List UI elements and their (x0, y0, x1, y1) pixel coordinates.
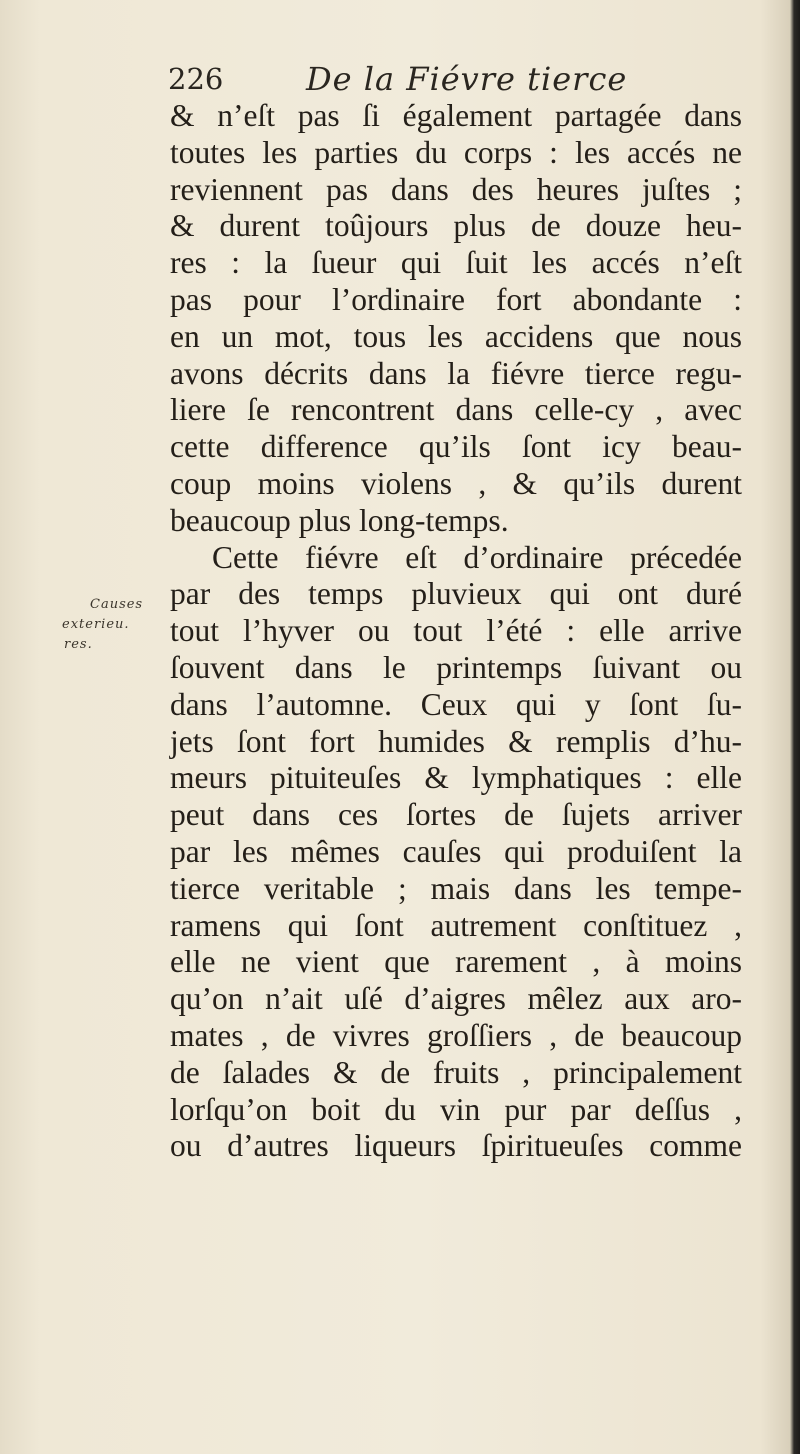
text-line: Cette fiévre eſt d’ordinaire précedée (212, 539, 742, 575)
text-line: tierce veritable ; mais dans les tempe- (170, 870, 742, 906)
text-line: jets ſont fort humides & remplis d’hu- (170, 723, 742, 759)
text-line: lorſqu’on boit du vin pur par deſſus , (170, 1091, 742, 1127)
margin-note (62, 595, 172, 655)
body-text (170, 98, 742, 1165)
text-line: par les mêmes cauſes qui produiſent la (170, 833, 742, 869)
text-line: avons décrits dans la fiévre tierce regu- (170, 355, 742, 391)
text-line: elle ne vient que rarement , à moins (170, 944, 742, 980)
text-line: ſouvent dans le printemps ſuivant ou (170, 649, 742, 685)
text-line: en un mot, tous les accidens que nous (170, 318, 742, 354)
text-line: meurs pituiteuſes & lymphatiques : elle (170, 760, 742, 796)
page-header (168, 58, 648, 98)
running-title: De la Fiévre tierce (306, 60, 628, 98)
text-line: cette difference qu’ils ſont icy beau- (170, 429, 742, 465)
margin-note-line: Causes (90, 597, 144, 612)
text-line: & durent toûjours plus de douze heu- (170, 208, 742, 244)
text-line: tout l’hyver ou tout l’été : elle arrive (170, 613, 742, 649)
text-line: beaucoup plus long-temps. (170, 502, 509, 538)
text-line: pas pour l’ordinaire fort abondante : (170, 281, 742, 317)
text-line: ramens qui ſont autrement conſtituez , (170, 907, 742, 943)
text-line: qu’on n’ait uſé d’aigres mêlez aux aro- (170, 981, 742, 1017)
text-line: coup moins violens , & qu’ils durent (170, 465, 742, 501)
text-line: peut dans ces ſortes de ſujets arriver (170, 797, 742, 833)
margin-note-line: exterieu. (62, 617, 130, 632)
text-line: reviennent pas dans des heures juſtes ; (170, 171, 742, 207)
text-line: dans l’automne. Ceux qui y ſont ſu- (170, 686, 742, 722)
text-line: liere ſe rencontrent dans celle-cy , avec (170, 392, 742, 428)
margin-note-line: res. (64, 637, 93, 652)
page-number: 226 (168, 62, 224, 96)
text-line: toutes les parties du corps : les accés ne (170, 134, 742, 170)
text-line: mates , de vivres groſſiers , de beaucoup (170, 1017, 742, 1053)
text-line: par des temps pluvieux qui ont duré (170, 576, 742, 612)
text-line: & n’eſt pas ſi également partagée dans (170, 98, 742, 133)
text-line: de ſalades & de fruits , principalement (170, 1054, 742, 1090)
text-line: res : la ſueur qui ſuit les accés n’eſt (170, 245, 742, 281)
text-line: ou d’autres liqueurs ſpiritueuſes comme (170, 1128, 742, 1164)
